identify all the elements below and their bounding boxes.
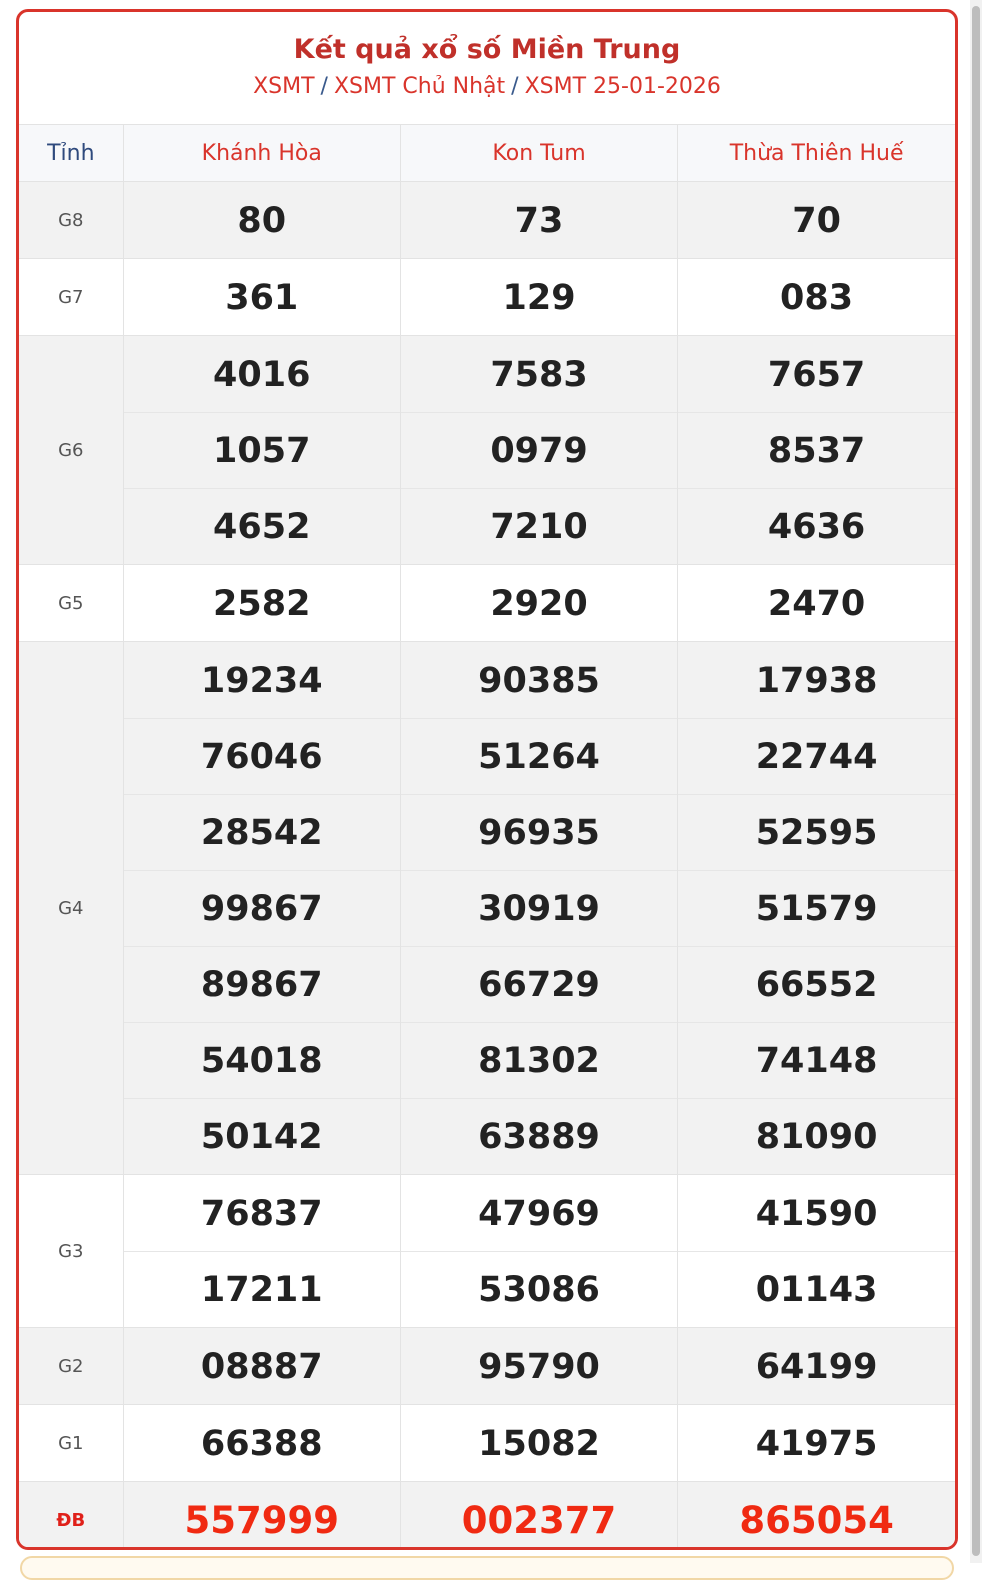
prize-number: 64199 [755,1347,878,1387]
prize-number: 74148 [678,1022,955,1098]
prize-number: 73 [514,201,564,241]
prize-number: 66552 [678,946,955,1022]
prize-group [19,336,955,565]
prize-label: ĐB [19,1482,123,1551]
prize-cell [400,259,677,336]
prize-number: 95790 [478,1347,600,1387]
prize-number: 51579 [678,870,955,946]
prize-cell [400,642,677,1175]
prize-number: 17211 [124,1251,400,1327]
prize-cell [678,565,955,642]
prize-cell [123,642,400,1175]
prize-number: 1057 [124,412,400,488]
prize-group [19,1175,955,1328]
prize-number: 81302 [401,1022,677,1098]
breadcrumb-separator: / [320,74,328,99]
prize-number: 63889 [401,1098,677,1174]
prize-cell [123,259,400,336]
prize-number: 54018 [124,1022,400,1098]
prize-cell [400,1328,677,1405]
special-prize-number: 002377 [461,1499,617,1542]
prize-cell [678,336,955,565]
prize-number: 7583 [490,355,588,395]
prize-number: 90385 [478,661,600,701]
prize-number: 30919 [401,870,677,946]
prize-label: G4 [19,642,123,1175]
prize-number: 66388 [200,1424,323,1464]
prize-row [19,642,955,1175]
breadcrumb-xsmt[interactable]: XSMT [253,74,315,99]
prize-group [19,259,955,336]
province-header-row [19,125,955,182]
results-table [19,125,955,1550]
prize-number: 76046 [124,718,400,794]
prize-number: 7657 [767,355,866,395]
prize-number: 361 [225,278,299,318]
prize-cell [678,182,955,259]
province-kon-tum[interactable]: Kon Tum [400,125,677,182]
prize-row [19,1175,955,1328]
prize-cell [678,1405,955,1482]
prize-number: 22744 [678,718,955,794]
breadcrumb-xsmt-date[interactable]: XSMT 25-01-2026 [524,74,721,99]
prize-number: 2470 [767,584,866,624]
prize-number: 50142 [124,1098,400,1174]
prize-number: 89867 [124,946,400,1022]
prize-row [19,1405,955,1482]
prize-number: 52595 [678,794,955,870]
prize-number: 70 [792,201,841,241]
prize-cell [123,182,400,259]
prize-cell [123,1405,400,1482]
prize-number: 66729 [401,946,677,1022]
prize-number: 47969 [478,1194,600,1234]
prize-number: 15082 [478,1424,600,1464]
province-thua-thien-hue[interactable]: Thừa Thiên Huế [678,125,955,182]
prize-group [19,565,955,642]
prize-cell [400,182,677,259]
prize-group [19,642,955,1175]
prize-cell [123,1482,400,1551]
scrollbar-thumb[interactable] [972,6,980,1556]
breadcrumb [19,72,955,102]
prize-label: G1 [19,1405,123,1482]
prize-number: 51264 [401,718,677,794]
prize-row [19,1482,955,1551]
prize-label: G7 [19,259,123,336]
prize-cell [678,1175,955,1328]
prize-number: 4636 [678,488,955,564]
prize-number: 41975 [755,1424,878,1464]
next-section-edge [20,1556,954,1580]
page-scrollbar[interactable] [970,0,982,1563]
prize-cell [678,1482,955,1551]
breadcrumb-separator: / [511,74,519,99]
prize-cell [123,1175,400,1328]
prize-cell [678,642,955,1175]
prize-row [19,1328,955,1405]
prize-number: 8537 [678,412,955,488]
results-header [19,12,955,125]
prize-number: 41590 [755,1194,878,1234]
prize-number: 19234 [200,661,323,701]
prize-label: G8 [19,182,123,259]
prize-cell [678,1328,955,1405]
prize-cell [400,336,677,565]
prize-label: G2 [19,1328,123,1405]
page-title: Kết quả xổ số Miền Trung [293,34,681,65]
prize-cell [123,565,400,642]
breadcrumb-xsmt-chu-nhat[interactable]: XSMT Chủ Nhật [333,74,506,99]
prize-cell [123,336,400,565]
prize-row [19,565,955,642]
prize-group [19,1328,955,1405]
prize-number: 2920 [490,584,588,624]
prize-number: 129 [502,278,576,318]
prize-number: 08887 [200,1347,323,1387]
prize-group [19,1405,955,1482]
special-prize-number: 865054 [739,1499,894,1542]
results-card [16,9,958,1550]
prize-number: 2582 [213,584,311,624]
prize-number: 4016 [213,355,311,395]
prize-number: 0979 [401,412,677,488]
prize-number: 80 [237,201,287,241]
prize-number: 083 [780,278,854,318]
prize-number: 53086 [401,1251,677,1327]
prize-number: 99867 [124,870,400,946]
prize-row [19,182,955,259]
prize-number: 81090 [678,1098,955,1174]
province-column-header: Tỉnh [19,125,123,182]
prize-row [19,336,955,565]
prize-label: G6 [19,336,123,565]
prize-number: 76837 [200,1194,323,1234]
prize-number: 96935 [401,794,677,870]
prize-cell [400,1405,677,1482]
prize-row [19,259,955,336]
prize-label: G3 [19,1175,123,1328]
prize-group [19,182,955,259]
prize-number: 28542 [124,794,400,870]
prize-cell [123,1328,400,1405]
prize-number: 17938 [755,661,878,701]
prize-label: G5 [19,565,123,642]
province-khanh-hoa[interactable]: Khánh Hòa [123,125,400,182]
special-prize-number: 557999 [184,1499,339,1542]
prize-number: 7210 [401,488,677,564]
prize-cell [400,1175,677,1328]
prize-cell [400,565,677,642]
prize-cell [678,259,955,336]
prize-number: 01143 [678,1251,955,1327]
prize-number: 4652 [124,488,400,564]
prize-group [19,1482,955,1551]
prize-cell [400,1482,677,1551]
